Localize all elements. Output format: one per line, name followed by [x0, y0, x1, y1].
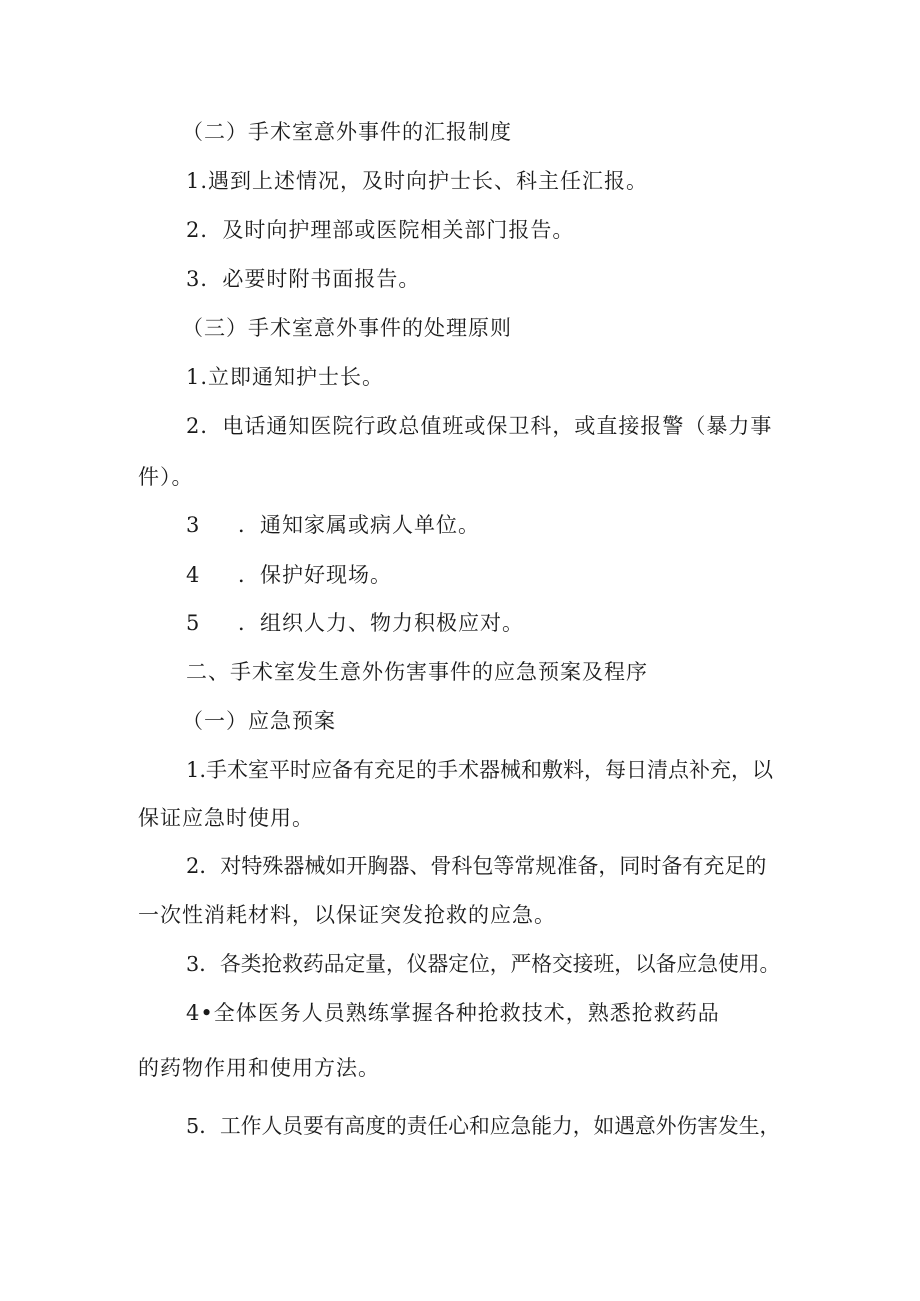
paragraph-report-1: 1.遇到上述情况，及时向护士长、科主任汇报。 — [186, 169, 649, 193]
list-number-5: 5 — [186, 611, 201, 635]
paragraph-plan-2-cont: 一次性消耗材料，以保证突发抢救的应急。 — [138, 903, 556, 927]
paragraph-plan-1-cont: 保证应急时使用。 — [138, 806, 314, 830]
paragraph-plan-2: 2．对特殊器械如开胸器、骨科包等常规准备，同时备有充足的 — [186, 854, 767, 878]
paragraph-report-2: 2．及时向护理部或医院相关部门报告。 — [186, 218, 575, 242]
paragraph-plan-5: 5．工作人员要有高度的责任心和应急能力，如遇意外伤害发生， — [186, 1114, 781, 1138]
list-number-4: 4 — [186, 563, 201, 587]
chapter-heading-accident-plan: 二、手术室发生意外伤害事件的应急预案及程序 — [186, 660, 648, 684]
paragraph-handling-2: 2．电话通知医院行政总值班或保卫科，或直接报警（暴力事 — [186, 414, 773, 438]
paragraph-handling-1: 1.立即通知护士长。 — [186, 365, 385, 389]
paragraph-handling-4: ．保护好现场。 — [238, 563, 392, 587]
paragraph-plan-4-cont: 的药物作用和使用方法。 — [138, 1056, 380, 1080]
paragraph-handling-3: ．通知家属或病人单位。 — [238, 513, 480, 537]
paragraph-plan-3: 3．各类抢救药品定量，仪器定位，严格交接班，以备应急使用。 — [186, 952, 781, 976]
section-heading-handling-principles: （三）手术室意外事件的处理原则 — [182, 316, 512, 340]
paragraph-plan-4: 4•全体医务人员熟练掌握各种抢救技术，熟悉抢救药品 — [186, 1001, 720, 1025]
section-heading-report-system: （二）手术室意外事件的汇报制度 — [182, 120, 512, 144]
paragraph-plan-1: 1.手术室平时应备有充足的手术器械和敷料，每日清点补充，以 — [186, 758, 774, 782]
paragraph-handling-5: ．组织人力、物力积极应对。 — [238, 611, 524, 635]
paragraph-report-3: 3．必要时附书面报告。 — [186, 267, 421, 291]
list-number-3: 3 — [186, 513, 201, 537]
section-heading-emergency-plan: （一）应急预案 — [182, 709, 336, 733]
paragraph-handling-2-cont: 件）。 — [138, 465, 194, 489]
